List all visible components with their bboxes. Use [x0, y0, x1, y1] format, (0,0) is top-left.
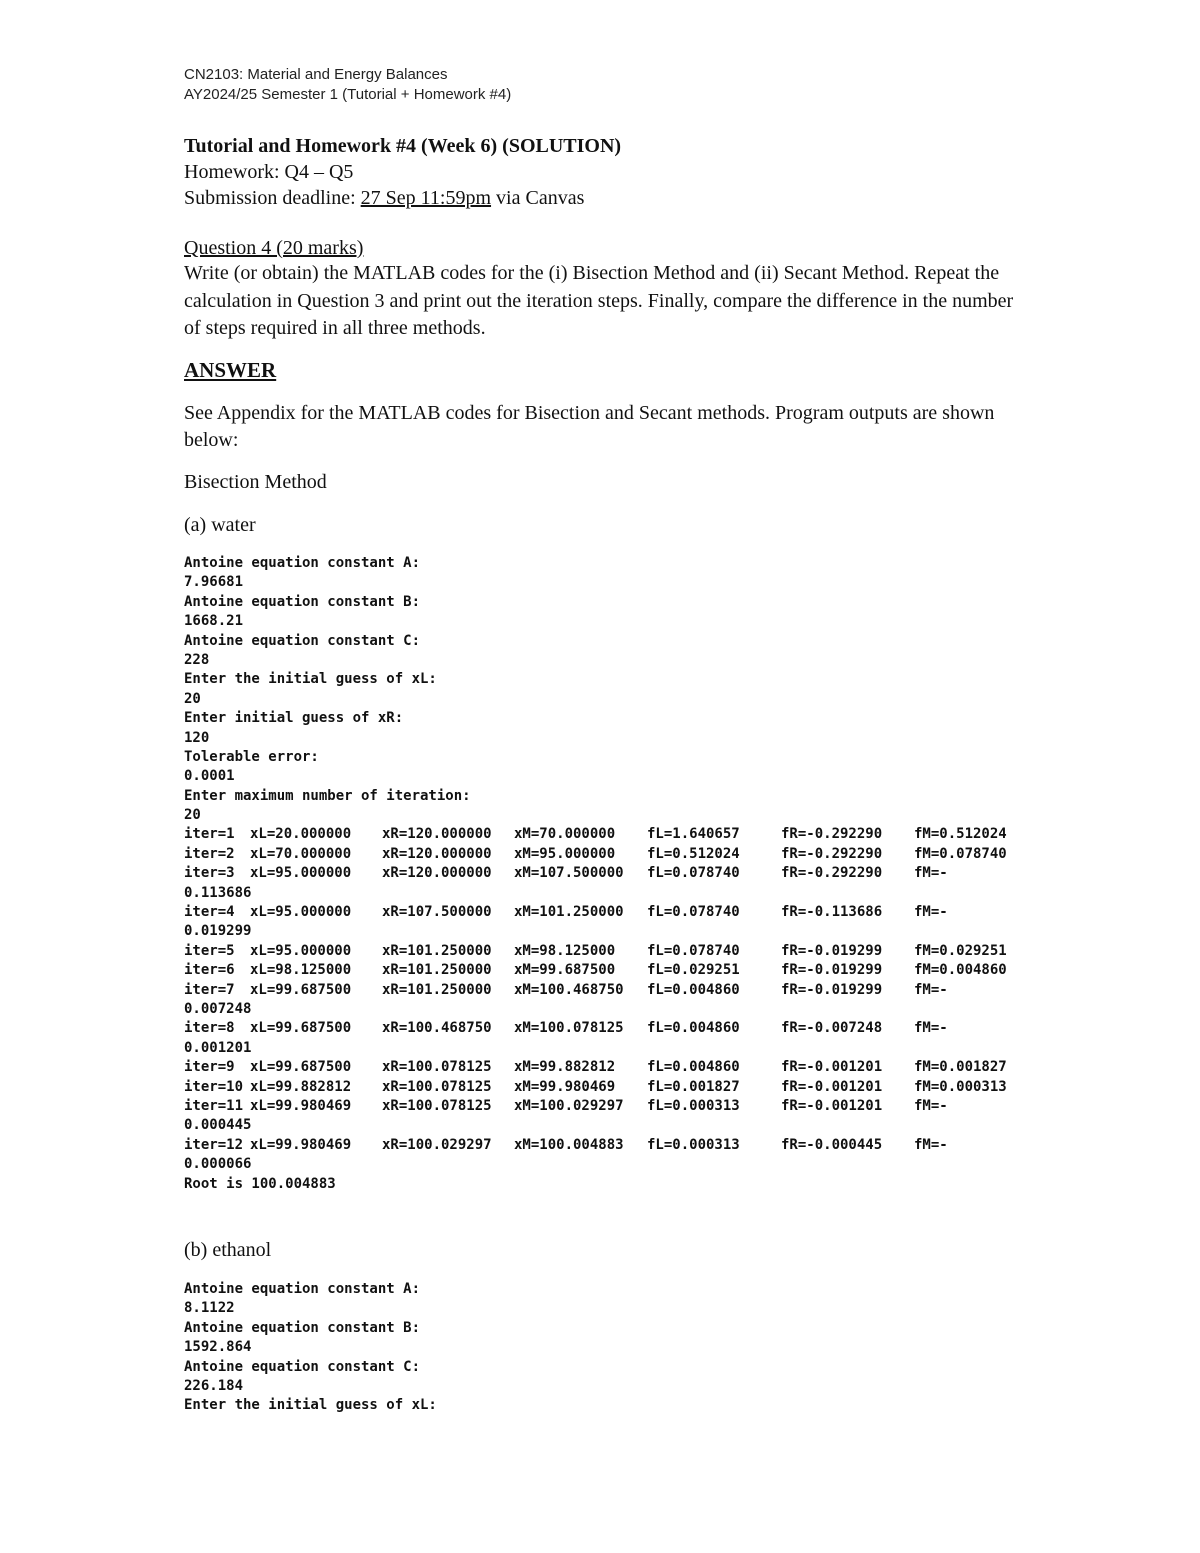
iteration-fl: fL=0.078740: [647, 942, 740, 959]
iteration-fr: fR=-0.292290: [781, 865, 883, 882]
iteration-fl: fL=0.078740: [647, 904, 740, 921]
iteration-it: iter=1: [184, 826, 235, 843]
iteration-it: iter=10: [184, 1078, 244, 1095]
iteration-xm: xM=95.000000: [514, 845, 616, 862]
iteration-xl: xL=95.000000: [250, 904, 352, 921]
iteration-wrap: 0.007248: [184, 1000, 252, 1017]
iteration-fm: fM=-: [914, 1097, 948, 1114]
iteration-xm: xM=100.078125: [514, 1020, 624, 1037]
iteration-xm: xM=101.250000: [514, 904, 624, 921]
code-line: Enter maximum number of iteration:: [184, 787, 471, 804]
iteration-fr: fR=-0.000445: [781, 1136, 883, 1153]
iteration-row: [184, 942, 1024, 961]
iteration-row: [184, 1078, 1024, 1097]
code-line: Antoine equation constant C:: [184, 632, 421, 649]
code-line: 120: [184, 729, 210, 746]
iteration-xl: xL=99.687500: [250, 1020, 352, 1037]
water-input-block: [184, 554, 1024, 825]
water-root-line: Root is 100.004883: [184, 1175, 336, 1192]
iteration-fr: fR=-0.292290: [781, 826, 883, 843]
iteration-fl: fL=0.000313: [647, 1136, 740, 1153]
code-line: Tolerable error:: [184, 748, 319, 765]
code-line: Antoine equation constant C:: [184, 1358, 421, 1375]
ethanol-label: (b) ethanol: [184, 1239, 272, 1261]
iteration-it: iter=6: [184, 962, 235, 979]
iteration-xr: xR=120.000000: [382, 845, 492, 862]
answer-heading: ANSWER: [184, 358, 277, 382]
iteration-it: iter=3: [184, 865, 235, 882]
method-label: Bisection Method: [184, 471, 327, 493]
iteration-xm: xM=100.468750: [514, 981, 624, 998]
iteration-fl: fL=0.004860: [647, 1020, 740, 1037]
code-line: 226.184: [184, 1377, 244, 1394]
iteration-fm: fM=-: [914, 1020, 948, 1037]
iteration-it: iter=11: [184, 1097, 244, 1114]
iteration-fl: fL=0.512024: [647, 845, 740, 862]
iteration-fm: fM=-: [914, 1136, 948, 1153]
iteration-it: iter=12: [184, 1136, 244, 1153]
iteration-row: [184, 1097, 1024, 1116]
iteration-xl: xL=99.687500: [250, 981, 352, 998]
iteration-fm: fM=0.029251: [914, 942, 1007, 959]
iteration-xm: xM=99.687500: [514, 962, 616, 979]
iteration-xl: xL=70.000000: [250, 845, 352, 862]
ethanol-program-output: [184, 1280, 437, 1416]
iteration-fl: fL=1.640657: [647, 826, 740, 843]
iteration-fr: fR=-0.019299: [781, 962, 883, 979]
iteration-xr: xR=107.500000: [382, 904, 492, 921]
code-line: 1668.21: [184, 613, 244, 630]
code-line: 20: [184, 807, 201, 824]
iteration-xl: xL=20.000000: [250, 826, 352, 843]
iteration-wrap: 0.000445: [184, 1117, 252, 1134]
iteration-it: iter=5: [184, 942, 235, 959]
code-line: 228: [184, 651, 210, 668]
iteration-xr: xR=100.468750: [382, 1020, 492, 1037]
question-body: Write (or obtain) the MATLAB codes for the (i) Bisection Method and (ii) Secant Method. Repeat the calculation in Question 3 and print out the iteration steps. Finally, compare the difference in the number of steps required in all three methods.: [184, 262, 1014, 339]
iteration-fr: fR=-0.019299: [781, 942, 883, 959]
iteration-xm: xM=107.500000: [514, 865, 624, 882]
iteration-fm: fM=-: [914, 981, 948, 998]
code-line: Enter the initial guess of xL:: [184, 1397, 437, 1414]
iteration-fm: fM=0.001827: [914, 1059, 1007, 1076]
iteration-xl: xL=95.000000: [250, 865, 352, 882]
deadline-suffix: via Canvas: [491, 187, 585, 209]
iteration-row: [184, 864, 1024, 883]
iteration-it: iter=9: [184, 1059, 235, 1076]
iteration-row: [184, 1058, 1024, 1077]
iteration-xr: xR=120.000000: [382, 826, 492, 843]
iteration-xm: xM=99.882812: [514, 1059, 616, 1076]
iteration-fr: fR=-0.001201: [781, 1097, 883, 1114]
iteration-wrap: 0.019299: [184, 923, 252, 940]
iteration-fl: fL=0.001827: [647, 1078, 740, 1095]
iteration-xl: xL=99.687500: [250, 1059, 352, 1076]
iteration-row: [184, 1136, 1024, 1155]
iteration-xl: xL=95.000000: [250, 942, 352, 959]
iteration-xm: xM=100.029297: [514, 1097, 624, 1114]
water-iteration-table: [184, 825, 1024, 1174]
iteration-xl: xL=99.980469: [250, 1136, 352, 1153]
iteration-row: [184, 981, 1024, 1000]
iteration-fm: fM=-: [914, 865, 948, 882]
code-line: Antoine equation constant A:: [184, 1281, 421, 1297]
iteration-it: iter=2: [184, 845, 235, 862]
code-line: 1592.864: [184, 1339, 252, 1356]
code-line: Enter the initial guess of xL:: [184, 671, 437, 688]
iteration-fl: fL=0.000313: [647, 1097, 740, 1114]
iteration-row: [184, 903, 1024, 922]
iteration-fm: fM=0.512024: [914, 826, 1007, 843]
iteration-xr: xR=100.078125: [382, 1078, 492, 1095]
appendix-text: See Appendix for the MATLAB codes for Bisection and Secant methods. Program outputs are shown below:: [184, 402, 995, 451]
iteration-xl: xL=99.980469: [250, 1097, 352, 1114]
iteration-fr: fR=-0.001201: [781, 1059, 883, 1076]
iteration-row: [184, 825, 1024, 844]
code-line: Enter initial guess of xR:: [184, 710, 404, 727]
question-heading: Question 4 (20 marks): [184, 237, 364, 259]
water-label: (a) water: [184, 514, 256, 536]
iteration-it: iter=7: [184, 981, 235, 998]
iteration-fm: fM=0.004860: [914, 962, 1007, 979]
deadline-prefix: Submission deadline:: [184, 187, 361, 209]
iteration-fr: fR=-0.007248: [781, 1020, 883, 1037]
iteration-wrap: 0.001201: [184, 1039, 252, 1056]
code-line: Antoine equation constant B:: [184, 1319, 421, 1336]
iteration-xl: xL=98.125000: [250, 962, 352, 979]
iteration-fl: fL=0.004860: [647, 1059, 740, 1076]
iteration-fr: fR=-0.001201: [781, 1078, 883, 1095]
code-line: 8.1122: [184, 1300, 235, 1317]
code-line: 20: [184, 690, 201, 707]
iteration-it: iter=4: [184, 904, 235, 921]
code-line: Antoine equation constant B:: [184, 593, 421, 610]
deadline-line: [184, 185, 584, 212]
iteration-fm: fM=0.000313: [914, 1078, 1007, 1095]
iteration-xr: xR=100.029297: [382, 1136, 492, 1153]
document-title: Tutorial and Homework #4 (Week 6) (SOLUTION): [184, 135, 622, 157]
water-program-output: [184, 554, 1024, 1194]
iteration-row: [184, 845, 1024, 864]
iteration-xm: xM=70.000000: [514, 826, 616, 843]
code-line: 7.96681: [184, 574, 244, 591]
iteration-xm: xM=98.125000: [514, 942, 616, 959]
iteration-fr: fR=-0.292290: [781, 845, 883, 862]
iteration-fr: fR=-0.019299: [781, 981, 883, 998]
iteration-xr: xR=101.250000: [382, 962, 492, 979]
iteration-row: [184, 961, 1024, 980]
iteration-xl: xL=99.882812: [250, 1078, 352, 1095]
semester-header: AY2024/25 Semester 1 (Tutorial + Homework #4): [184, 86, 512, 103]
iteration-xr: xR=101.250000: [382, 981, 492, 998]
iteration-xr: xR=100.078125: [382, 1097, 492, 1114]
iteration-wrap: 0.000066: [184, 1156, 252, 1173]
iteration-fl: fL=0.078740: [647, 865, 740, 882]
code-line: Antoine equation constant A:: [184, 555, 421, 571]
iteration-xr: xR=101.250000: [382, 942, 492, 959]
iteration-fr: fR=-0.113686: [781, 904, 883, 921]
iteration-fm: fM=0.078740: [914, 845, 1007, 862]
iteration-row: [184, 1019, 1024, 1038]
iteration-xr: xR=120.000000: [382, 865, 492, 882]
course-header: CN2103: Material and Energy Balances: [184, 66, 448, 83]
iteration-fl: fL=0.004860: [647, 981, 740, 998]
iteration-it: iter=8: [184, 1020, 235, 1037]
code-line: 0.0001: [184, 768, 235, 785]
iteration-wrap: 0.113686: [184, 884, 252, 901]
homework-line: Homework: Q4 – Q5: [184, 161, 354, 183]
deadline-date: 27 Sep 11:59pm: [360, 187, 492, 209]
ethanol-input-block: [184, 1280, 437, 1416]
iteration-xm: xM=100.004883: [514, 1136, 624, 1153]
iteration-fl: fL=0.029251: [647, 962, 740, 979]
iteration-xr: xR=100.078125: [382, 1059, 492, 1076]
iteration-fm: fM=-: [914, 904, 948, 921]
iteration-xm: xM=99.980469: [514, 1078, 616, 1095]
